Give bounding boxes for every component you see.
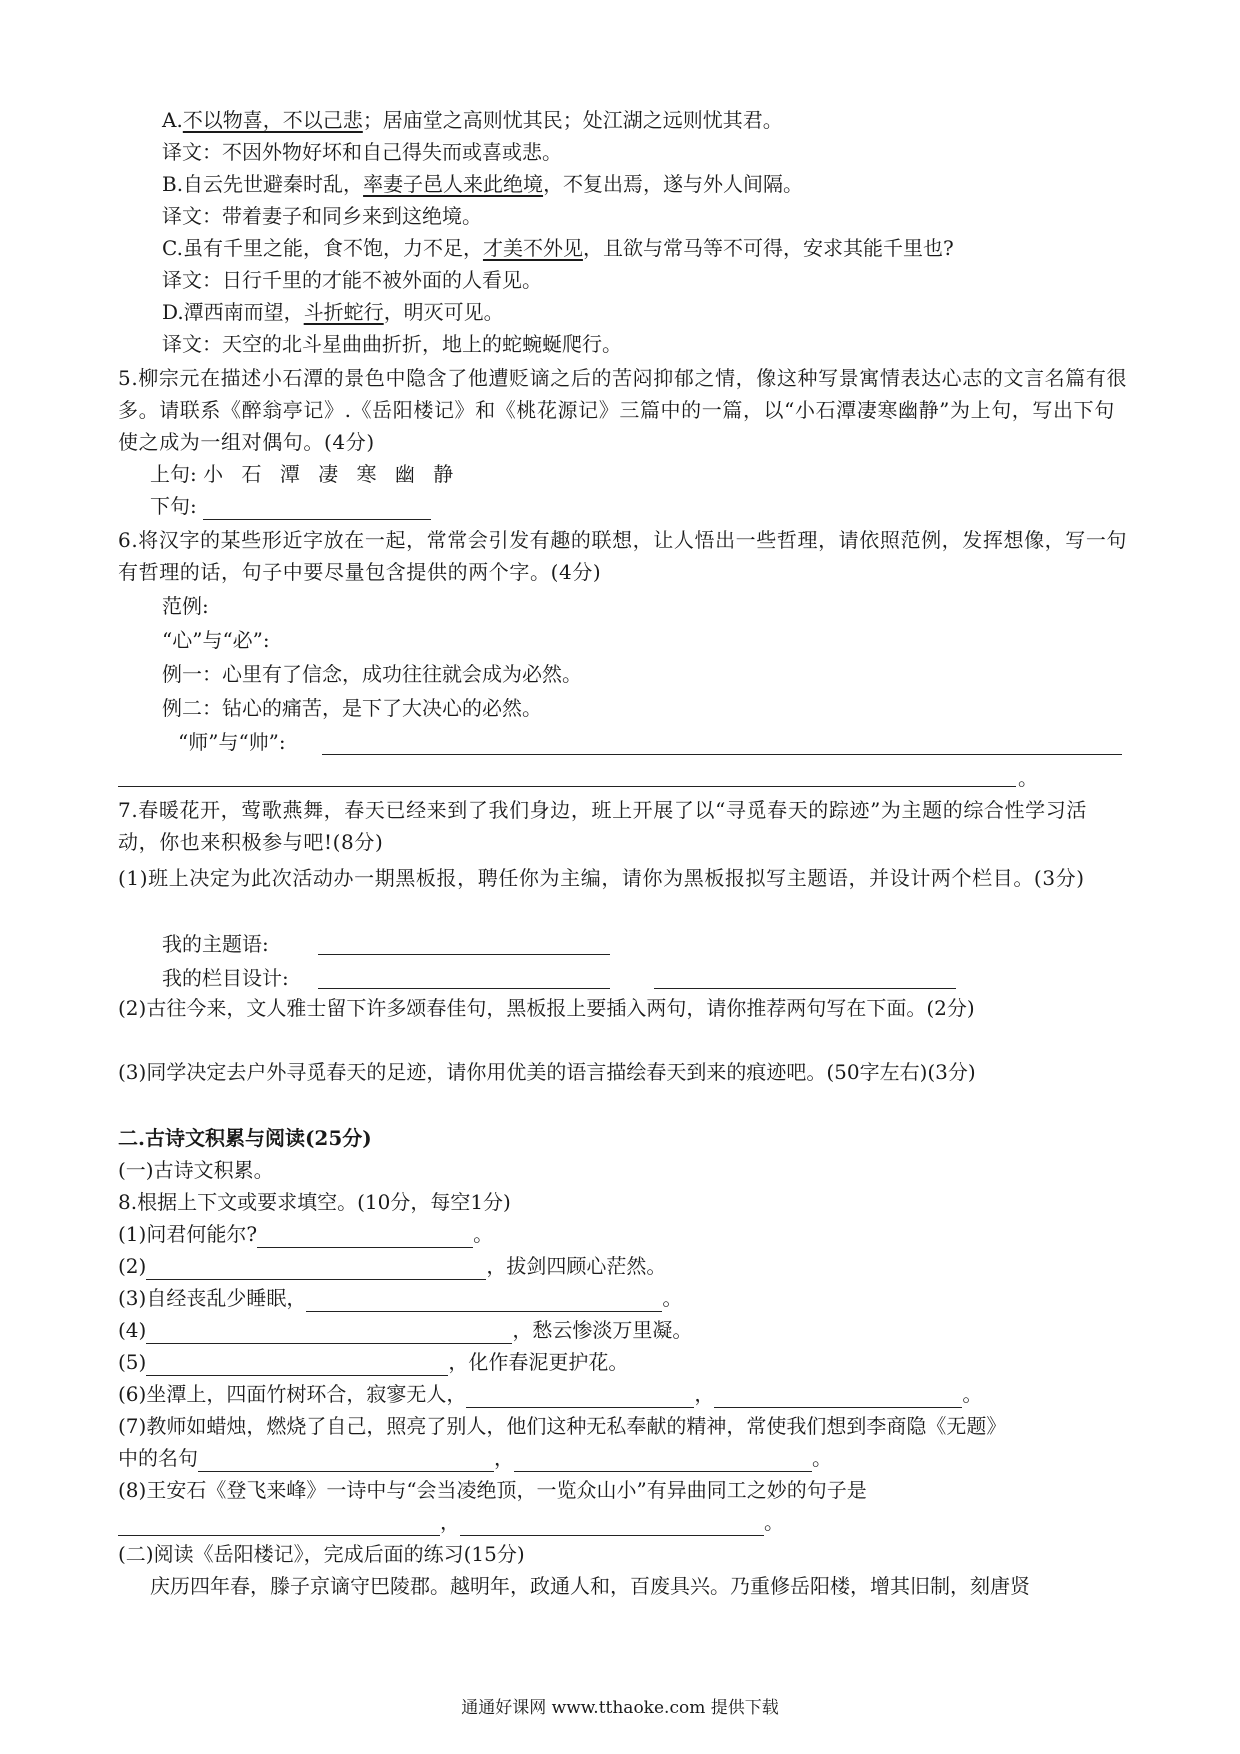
fill-item-7-answer [118, 1444, 832, 1472]
q7-sub-1: (1)班上决定为此次活动办一期黑板报，聘任你为主编，请你为黑板报拟写主题语，并设计两个栏目。(3分) [118, 866, 1085, 890]
q4-translation-d: 译文：天空的北斗星曲曲折折，地上的蛇蜿蜒爬行。 [162, 332, 622, 356]
fill-item-3 [118, 1284, 682, 1312]
fill-item-6 [118, 1380, 982, 1408]
q5-upper-line [150, 460, 459, 488]
q4-option-c [162, 234, 954, 262]
answer-blank[interactable] [714, 1387, 962, 1408]
option-text: ，明灭可见。 [383, 300, 504, 324]
answer-blank[interactable] [118, 1515, 440, 1536]
answer-blank[interactable] [146, 1323, 512, 1344]
q7-sub-3: (3)同学决定去户外寻觅春天的足迹，请你用优美的语言描绘春天到来的痕迹吧。(50字左右)(3分) [118, 1060, 976, 1084]
answer-blank[interactable] [514, 1451, 812, 1472]
fill-text: 。 [662, 1286, 683, 1310]
q4-translation-a: 译文：不因外物好坏和自己得失而或喜或悲。 [162, 140, 562, 164]
fill-text: (5) [118, 1350, 147, 1374]
q6-example-two: 例二：钻心的痛苦，是下了大决心的必然。 [162, 696, 542, 720]
fill-item-2 [118, 1252, 666, 1280]
fill-item-1 [118, 1220, 493, 1248]
fill-text: (4) [118, 1318, 147, 1342]
fill-text: (1)问君何能尔? [118, 1222, 258, 1246]
answer-blank[interactable] [306, 1291, 662, 1312]
answer-blank[interactable] [198, 1451, 494, 1472]
fill-text: 。 [812, 1446, 832, 1470]
answer-blank[interactable] [460, 1515, 764, 1536]
fill-text: (3)自经丧乱少睡眠， [118, 1286, 307, 1310]
q7-column-label: 我的栏目设计: [162, 966, 289, 990]
option-text: ；居庙堂之高则忧其民；处江湖之远则忧其君。 [362, 108, 783, 132]
section-part-two: (二)阅读《岳阳楼记》，完成后面的练习(15分) [118, 1542, 525, 1566]
q4-option-a [162, 106, 783, 134]
fill-item-8-answer [118, 1508, 784, 1536]
lower-label: 下句: [150, 494, 197, 518]
answer-blank[interactable] [257, 1227, 473, 1248]
upper-text: 小 石 潭 凄 寒 幽 静 [203, 462, 460, 486]
fill-item-8-prompt: (8)王安石《登飞来峰》一诗中与“会当凌绝顶，一览众山小”有异曲同工之妙的句子是 [118, 1478, 867, 1502]
q6-example-pair: “心”与“必”: [162, 628, 270, 652]
option-text: C.虽有千里之能，食不饱，力不足， [162, 236, 483, 260]
q4-option-d [162, 298, 504, 326]
fill-text: (6)坐潭上，四面竹树环合，寂寥无人， [118, 1382, 467, 1406]
section-part-one: (一)古诗文积累。 [118, 1158, 274, 1182]
underlined-phrase: 才美不外见 [482, 236, 583, 260]
q4-translation-c: 译文：日行千里的才能不被外面的人看见。 [162, 268, 542, 292]
q5-prompt: 5.柳宗元在描述小石潭的景色中隐含了他遭贬谪之后的苦闷抑郁之情，像这种写景寓情表达心志的文言名篇有很多。请联系《醉翁亭记》.《岳阳楼记》和《桃花源记》三篇中的一篇，以“小石潭凄寒幽静”为上句，写出下句使之成为一组对偶句。(4分) [118, 366, 1128, 454]
fill-text: 。 [962, 1382, 983, 1406]
q6-end-period: 。 [1018, 766, 1038, 790]
underlined-phrase: 不以物喜，不以己悲 [182, 108, 363, 132]
q6-answer-prompt: “师”与“帅”: [178, 730, 286, 754]
answer-blank[interactable] [466, 1387, 694, 1408]
underlined-phrase: 斗折蛇行 [303, 300, 384, 324]
underlined-phrase: 率妻子邑人来此绝境 [363, 172, 544, 196]
fill-text: 中的名句 [118, 1446, 198, 1470]
answer-blank[interactable] [203, 499, 431, 520]
upper-label: 上句: [150, 462, 197, 486]
q5-lower-line [150, 492, 431, 520]
fill-text: ， [494, 1446, 514, 1470]
fill-text: 。 [473, 1222, 494, 1246]
fill-text: ，化作春泥更护花。 [448, 1350, 629, 1374]
option-text: ，不复出焉，遂与外人间隔。 [543, 172, 804, 196]
q7-theme-blank[interactable] [318, 954, 610, 955]
q6-answer-line-1[interactable] [322, 754, 1122, 755]
q8-prompt: 8.根据上下文或要求填空。(10分，每空1分) [118, 1190, 511, 1214]
q6-example-one: 例一：心里有了信念，成功往往就会成为必然。 [162, 662, 582, 686]
q7-column-blank-1[interactable] [318, 988, 610, 989]
q4-translation-b: 译文：带着妻子和同乡来到这绝境。 [162, 204, 482, 228]
q7-theme-label: 我的主题语: [162, 932, 269, 956]
fill-item-4 [118, 1316, 692, 1344]
fill-text: ，拔剑四顾心茫然。 [486, 1254, 667, 1278]
fill-item-5 [118, 1348, 628, 1376]
fill-item-7-prompt: (7)教师如蜡烛，燃烧了自己，照亮了别人，他们这种无私奉献的精神，常使我们想到李商隐《无题》 [118, 1414, 1007, 1438]
fill-text: ，愁云惨淡万里凝。 [512, 1318, 693, 1342]
q6-prompt: 6.将汉字的某些形近字放在一起，常常会引发有趣的联想，让人悟出一些哲理，请依照范例，发挥想像，写一句有哲理的话，句子中要尽量包含提供的两个字。(4分) [118, 528, 1128, 584]
answer-blank[interactable] [146, 1355, 448, 1376]
option-text: ，且欲与常马等不可得，安求其能千里也? [582, 236, 954, 260]
q7-sub-2: (2)古往今来，文人雅士留下许多颂春佳句，黑板报上要插入两句，请你推荐两句写在下面。(2分) [118, 996, 975, 1020]
option-text: B.自云先世避秦时乱， [162, 172, 364, 196]
q6-answer-line-2[interactable] [118, 786, 1016, 787]
fill-text: 。 [764, 1510, 784, 1534]
option-label: A. [162, 108, 183, 132]
section-heading: 二.古诗文积累与阅读(25分) [118, 1126, 372, 1150]
option-text: D.潭西南而望， [162, 300, 304, 324]
page-footer: 通通好课网 www.tthaoke.com 提供下载 [461, 1698, 779, 1718]
q7-prompt: 7.春暖花开，莺歌燕舞，春天已经来到了我们身边，班上开展了以“寻觅春天的踪迹”为主题的综合性学习活动，你也来积极参与吧!(8分) [118, 798, 1087, 854]
q6-example-label: 范例: [162, 594, 209, 618]
fill-text: (2) [118, 1254, 147, 1278]
fill-text: ， [440, 1510, 460, 1534]
q4-option-b [162, 170, 803, 198]
reading-passage: 庆历四年春，滕子京谪守巴陵郡。越明年，政通人和，百废具兴。乃重修岳阳楼，增其旧制，刻唐贤 [150, 1574, 1030, 1598]
q7-column-blank-2[interactable] [654, 988, 956, 989]
answer-blank[interactable] [146, 1259, 486, 1280]
fill-text: ， [694, 1382, 715, 1406]
